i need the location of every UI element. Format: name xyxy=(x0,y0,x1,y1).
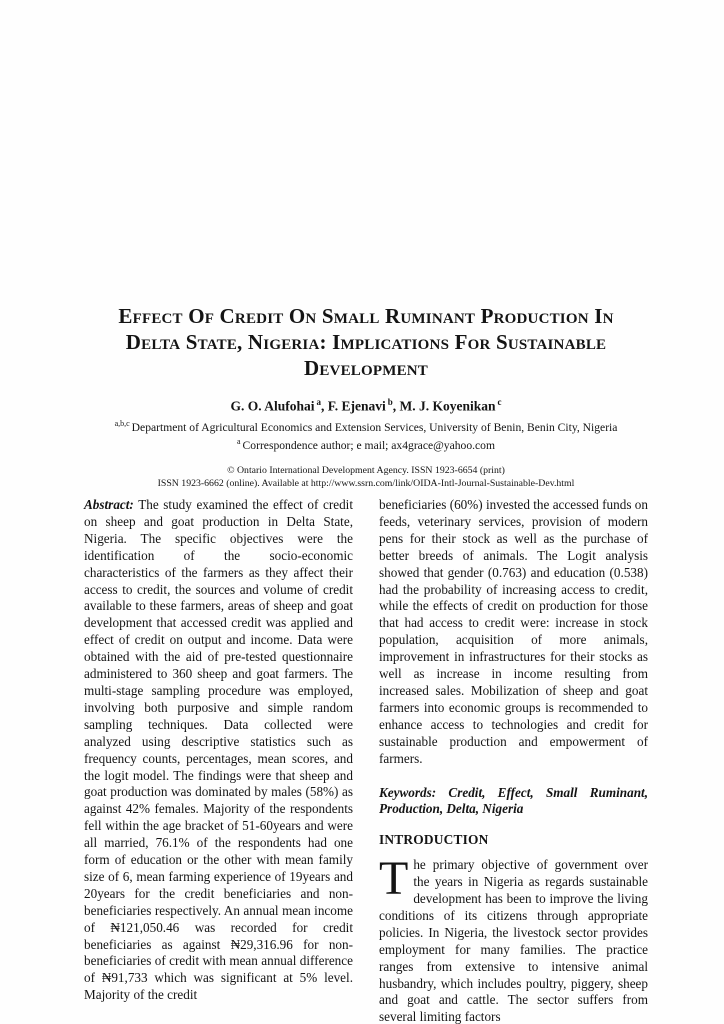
authors-line xyxy=(84,394,648,415)
introduction-heading: INTRODUCTION xyxy=(379,832,489,848)
paper-title xyxy=(84,303,648,381)
left-column xyxy=(84,497,353,1024)
correspondence-superscript: a xyxy=(236,436,241,446)
paper-header xyxy=(84,303,648,490)
publisher-line-2: ISSN 1923-6662 (online). Available at http://www.ssrn.com/link/OIDA-Intl-Journal-Sustainable-Dev.html xyxy=(157,478,575,490)
keywords-label: Keywords: xyxy=(379,784,437,800)
abstract-paragraph-right xyxy=(379,497,648,768)
affiliation-text: Department of Agricultural Economics and Extension Services, University of Benin, Benin City, Nigeria xyxy=(131,420,618,434)
author-1: G. O. Alufohai xyxy=(230,398,315,414)
author-separator: , xyxy=(320,398,328,414)
author-2-superscript: b xyxy=(387,397,393,407)
right-column xyxy=(379,497,648,1024)
abstract-label: Abstract: xyxy=(84,497,134,512)
correspondence-line xyxy=(84,435,648,453)
title-line-1: Effect Of Credit On Small Ruminant Production In xyxy=(118,304,614,328)
correspondence-text: Correspondence author; e mail; ax4grace@yahoo.com xyxy=(242,438,495,452)
title-line-2: Delta State, Nigeria: Implications For Sustainable xyxy=(125,330,607,354)
dropcap-letter: T xyxy=(379,852,409,906)
introduction-text: he primary objective of government over the years in Nigeria as regards sustainable development has been to improve the living conditions of its citizens through appropriate policies. In Nigeria, the livestock sector provides employment for many families. The practice ranges from extensive to intensive animal husbandry, which includes poultry, piggery, sheep and goat and cattle. The sector suffers from several limiting factors xyxy=(379,857,648,1024)
affiliation-superscript: a,b,c xyxy=(114,418,130,428)
publisher-block xyxy=(84,464,648,490)
author-3-superscript: c xyxy=(497,397,502,407)
author-separator: , xyxy=(392,398,400,414)
body-columns xyxy=(84,497,648,1024)
abstract-text-right: beneficiaries (60%) invested the accessed funds on feeds, veterinary services, provision of modern pens for their stock as well as the purchase of better breeds of animals. The Logit analysis showed that gender (0.763) and education (0.538) had the probability of increasing access to credit, while the effects of credit on production for those that had access to credit were: increase in stock population, acquisition of more animals, improvement in infrastructures for their stocks as well as increase in income resulting from increased sales. Mobilization of sheep and goat farmers into economic groups is recommended to enhance access to technologies and credit for sustainable production and empowerment of farmers. xyxy=(379,497,648,766)
affiliation-line xyxy=(84,417,648,435)
title-line-3: Development xyxy=(303,356,429,380)
abstract-text-left: The study examined the effect of credit on sheep and goat production in Delta State, Nigeria. The specific objectives were the identification of the socio-economic characteristics of the farmers as they affect their access to credit, the sources and volume of credit available to these farmers, areas of sheep and goat development that accessed credit was applied and effect of credit on output and income. Data were obtained with the aid of pre-tested questionnaire administered to 360 sheep and goat farmers. The multi-stage sampling procedure was employed, involving both purposive and simple random sampling techniques. Data collected were analyzed using descriptive statistics such as frequency counts, percentages, mean scores, and the logit model. The findings were that sheep and goat production was dominated by males (58%) as against 42% females. Majority of the respondents fell within the age bracket of 51-60years and were all married, 76.1% of the respondents had one form of education or the other with mean family size of 6, mean farming experience of 19years and 20years for the credit beneficiaries and non-beneficiaries respectively. An annual mean income of ₦121,050.46 was recorded for credit beneficiaries as against ₦29,316.96 for non-beneficiaries of credit with mean annual difference of ₦91,733 which was significant at 5% level. Majority of the credit xyxy=(84,497,353,1003)
author-1-superscript: a xyxy=(316,397,321,407)
author-3: M. J. Koyenikan xyxy=(399,398,496,414)
keywords-text: Credit, Effect, Small Ruminant, Production, Delta, Nigeria xyxy=(379,784,649,817)
introduction-paragraph xyxy=(379,852,648,1024)
publisher-line-1: © Ontario International Development Agency. ISSN 1923-6654 (print) xyxy=(227,465,505,477)
keywords-paragraph xyxy=(379,785,648,819)
author-2: F. Ejenavi xyxy=(327,398,386,414)
abstract-paragraph-left xyxy=(84,497,353,1004)
